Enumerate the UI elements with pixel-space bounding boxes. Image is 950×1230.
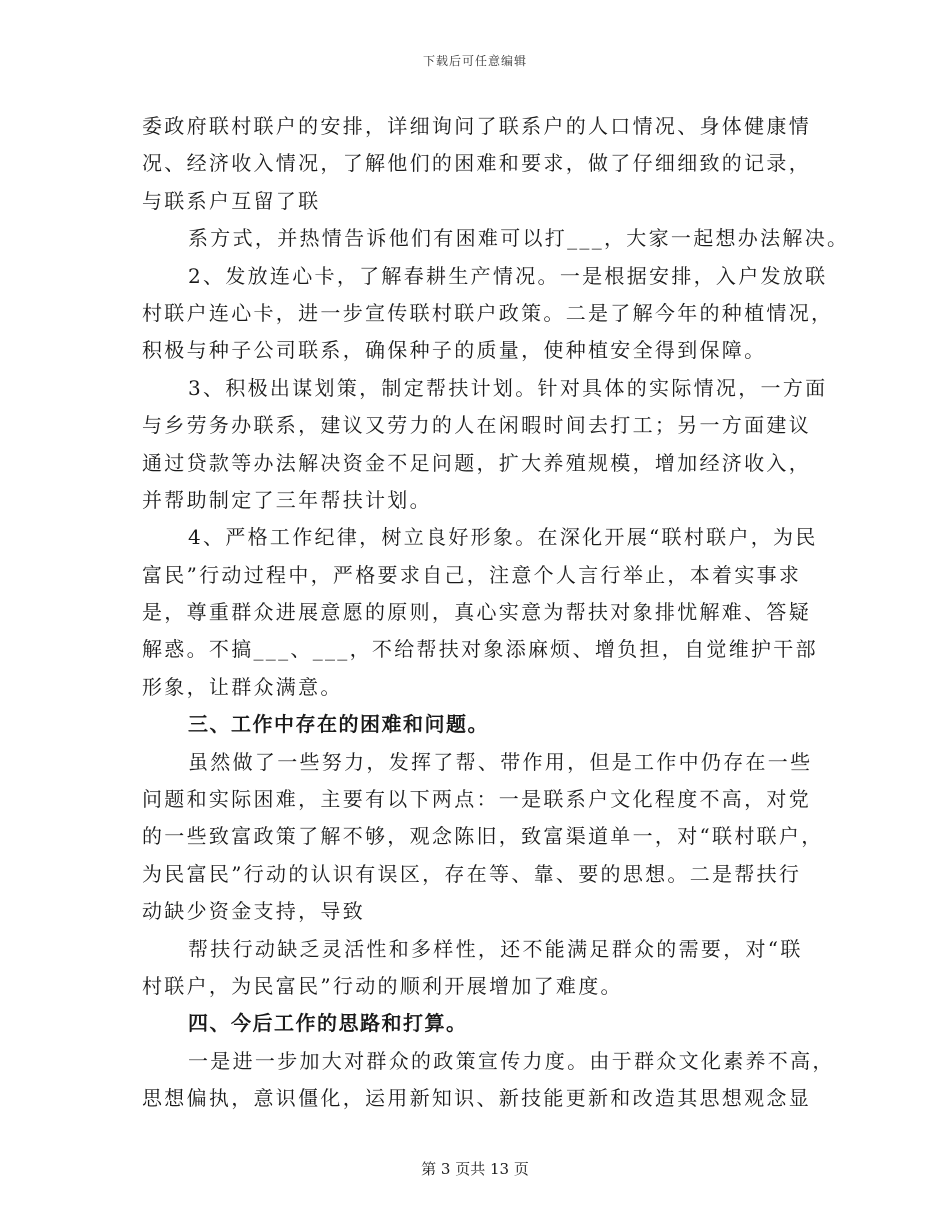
body-line: 为民富民”行动的认识有误区，存在等、靠、要的思想。二是帮扶行	[142, 861, 802, 886]
document-body	[142, 108, 850, 1118]
page-footer: 第 3 页共 13 页	[421, 1160, 529, 1178]
body-line: 与乡劳务办联系，建议又劳力的人在闲暇时间去打工；另一方面建议	[142, 413, 811, 438]
list-item-3-start: 3、积极出谋划策，制定帮扶计划。针对具体的实际情况，一方面	[188, 375, 828, 400]
body-line: 系方式，并热情告诉他们有困难可以打___，大家一起想办法解决。	[188, 226, 850, 251]
body-line: 一是进一步加大对群众的政策宣传力度。由于群众文化素养不高，	[188, 1048, 835, 1073]
body-line: 委政府联村联户的安排，详细询问了联系户的人口情况、身体健康情	[142, 114, 811, 138]
body-line: 富民”行动过程中，严格要求自己，注意个人言行举止，本着实事求	[142, 562, 802, 587]
body-line: 村联户，为民富民”行动的顺利开展增加了难度。	[142, 973, 623, 998]
body-line: 解惑。不搞___、___，不给帮扶对象添麻烦、增负担，自觉维护干部	[142, 637, 818, 662]
list-item-2-start: 2、发放连心卡，了解春耕生产情况。一是根据安排，入户发放联	[188, 263, 828, 288]
body-line: 虽然做了一些努力，发挥了帮、带作用，但是工作中仍存在一些	[188, 749, 813, 774]
body-line: 并帮助制定了三年帮扶计划。	[142, 487, 432, 512]
body-line: 是，尊重群众进展意愿的原则，真心实意为帮扶对象排忧解难、答疑	[142, 600, 811, 625]
body-line: 动缺少资金支持，导致	[142, 899, 365, 924]
body-line: 帮扶行动缺乏灵活性和多样性，还不能满足群众的需要，对“联	[188, 936, 803, 961]
body-line: 形象，让群众满意。	[142, 674, 343, 699]
body-line: 问题和实际困难，主要有以下两点：一是联系户文化程度不高，对党	[142, 787, 811, 812]
page-header: 下载后可任意编辑	[422, 54, 527, 68]
body-line: 与联系户互留了联	[142, 188, 321, 213]
body-line: 的一些致富政策了解不够，观念陈旧，致富渠道单一，对“联村联户，	[142, 824, 824, 849]
section-heading-3: 三、工作中存在的困难和问题。	[188, 712, 489, 737]
body-line: 思想偏执，意识僵化，运用新知识、新技能更新和改造其思想观念显	[142, 1086, 811, 1111]
body-line: 况、经济收入情况，了解他们的困难和要求，做了仔细细致的记录，	[142, 151, 811, 176]
list-item-4-start: 4、严格工作纪律，树立良好形象。在深化开展“联村联户，为民	[188, 525, 818, 550]
body-line: 积极与种子公司联系，确保种子的质量，使种植安全得到保障。	[142, 338, 767, 363]
section-heading-4: 四、今后工作的思路和打算。	[188, 1011, 468, 1036]
body-line: 村联户连心卡，进一步宣传联村联户政策。二是了解今年的种植情况，	[142, 300, 834, 325]
body-line: 通过贷款等办法解决资金不足问题，扩大养殖规模，增加经济收入，	[142, 450, 811, 475]
